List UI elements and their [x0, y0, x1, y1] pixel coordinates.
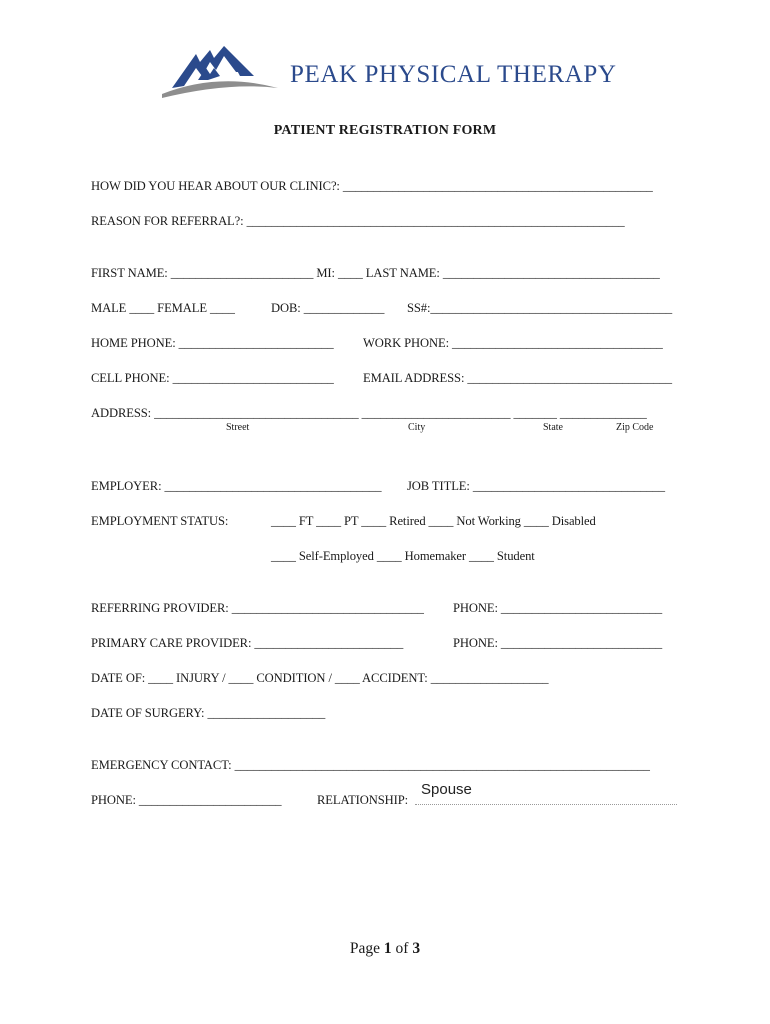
- page-of: of: [391, 940, 413, 957]
- referral-reason-field[interactable]: REASON FOR REFERRAL?: _____________________________________________________________: [91, 214, 625, 228]
- relationship-label: RELATIONSHIP:: [317, 793, 409, 807]
- primary-phone-field[interactable]: PHONE: __________________________: [453, 636, 663, 650]
- relationship-input[interactable]: Spouse: [421, 781, 472, 798]
- mountain-peaks-icon: [158, 42, 288, 104]
- sex-field[interactable]: MALE ____ FEMALE ____: [91, 301, 235, 315]
- heard-about-field[interactable]: HOW DID YOU HEAR ABOUT OUR CLINIC?: __________________________________________________: [91, 179, 653, 193]
- clinic-name: PEAK PHYSICAL THERAPY: [290, 61, 617, 88]
- employment-status-label: EMPLOYMENT STATUS:: [91, 514, 229, 528]
- page-total: 3: [412, 940, 421, 957]
- employment-status-options[interactable]: ____ FT ____ PT ____ Retired ____ Not Working ____ Disabled: [271, 514, 596, 528]
- name-field[interactable]: FIRST NAME: _______________________ MI: ____ LAST NAME: ___________________________________: [91, 266, 660, 280]
- form-title: PATIENT REGISTRATION FORM: [273, 123, 497, 138]
- surgery-date-field[interactable]: DATE OF SURGERY: ___________________: [91, 706, 326, 720]
- date-of-field[interactable]: DATE OF: ____ INJURY / ____ CONDITION / ____ ACCIDENT: ___________________: [91, 671, 549, 685]
- email-field[interactable]: EMAIL ADDRESS: _________________________________: [363, 371, 672, 385]
- page-current: 1: [383, 940, 392, 957]
- page-prefix: Page: [349, 940, 384, 957]
- job-title-field[interactable]: JOB TITLE: _______________________________: [407, 479, 665, 493]
- referring-phone-field[interactable]: PHONE: __________________________: [453, 601, 663, 615]
- employment-status-options-2[interactable]: ____ Self-Employed ____ Homemaker ____ Student: [271, 549, 535, 563]
- referring-provider-field[interactable]: REFERRING PROVIDER: _______________________________: [91, 601, 424, 615]
- dob-field[interactable]: DOB: _____________: [271, 301, 385, 315]
- cell-phone-field[interactable]: CELL PHONE: __________________________: [91, 371, 334, 385]
- home-phone-field[interactable]: HOME PHONE: _________________________: [91, 336, 334, 350]
- work-phone-field[interactable]: WORK PHONE: __________________________________: [363, 336, 663, 350]
- employer-field[interactable]: EMPLOYER: ___________________________________: [91, 479, 382, 493]
- address-street-label: Street: [226, 422, 250, 433]
- emergency-phone-field[interactable]: PHONE: _______________________: [91, 793, 282, 807]
- primary-care-field[interactable]: PRIMARY CARE PROVIDER: ________________________: [91, 636, 404, 650]
- ss-field[interactable]: SS#:_______________________________________: [407, 301, 673, 315]
- page-indicator: [0, 940, 770, 958]
- address-field[interactable]: ADDRESS: _________________________________ ________________________ _______ ______________: [91, 406, 647, 420]
- emergency-contact-field[interactable]: EMERGENCY CONTACT: ___________________________________________________________________: [91, 758, 650, 772]
- relationship-underline: [415, 804, 677, 805]
- address-state-label: State: [543, 422, 563, 433]
- address-city-label: City: [408, 422, 426, 433]
- address-zip-label: Zip Code: [616, 422, 654, 433]
